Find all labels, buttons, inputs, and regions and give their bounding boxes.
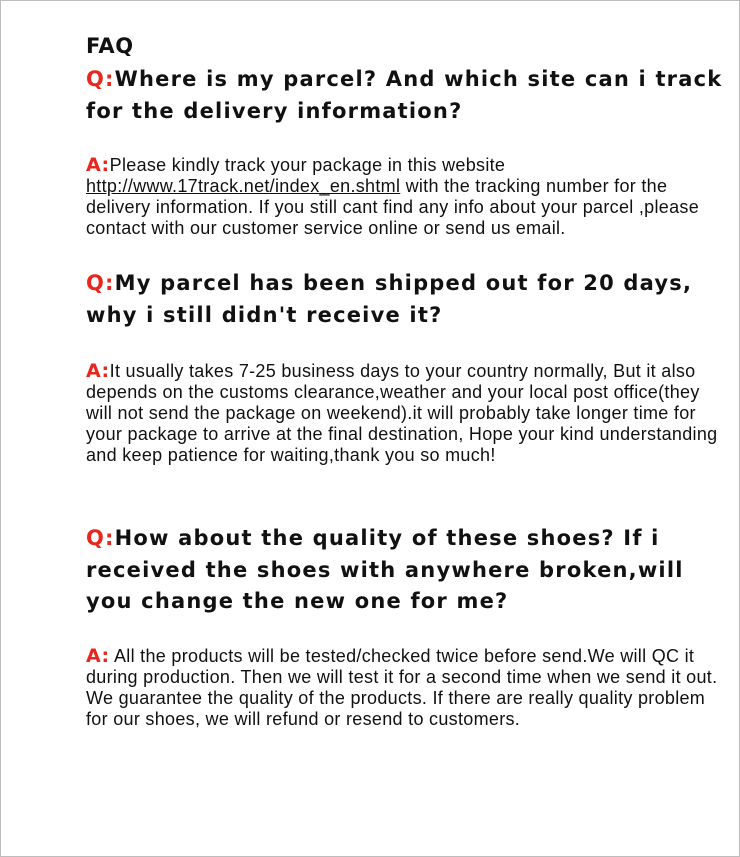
- question-3: [86, 523, 726, 618]
- answer-3: [86, 646, 726, 730]
- question-1: [86, 64, 726, 127]
- answer-1-prefix: A:: [86, 154, 110, 176]
- question-1-text: Where is my parcel? And which site can i track for the delivery information?: [86, 67, 723, 123]
- answer-1-text-after-link: with the tracking number for the delivery information. If you still cant find any info about your parcel ,please contact with our customer service online or send us email.: [86, 176, 700, 238]
- question-2: [86, 268, 726, 331]
- answer-2: [86, 361, 726, 466]
- tracking-link[interactable]: http://www.17track.net/index_en.shtml: [86, 176, 401, 196]
- answer-2-prefix: A:: [86, 360, 110, 382]
- question-2-text: My parcel has been shipped out for 20 days, why i still didn't receive it?: [86, 271, 693, 327]
- question-3-text: How about the quality of these shoes? If i received the shoes with anywhere broken,will you change the new one for me?: [86, 526, 684, 613]
- faq-title: FAQ: [86, 34, 134, 58]
- question-3-prefix: Q:: [86, 526, 115, 550]
- answer-1: [86, 155, 726, 239]
- faq-content: [86, 31, 726, 730]
- answer-3-text: All the products will be tested/checked twice before send.We will QC it during production. Then we will test it for a second time when we send it out. We guarantee the quality of the products. If there are really quality problem for our shoes, we will refund or resend to customers.: [86, 645, 718, 729]
- answer-2-text: It usually takes 7-25 business days to your country normally, But it also depends on the customs clearance,weather and your local post office(they will not send the package on weekend).it will probably take longer time for your package to arrive at the final destination, Hope your kind understanding and keep patience for waiting,thank you so much!: [86, 361, 718, 465]
- question-1-prefix: Q:: [86, 67, 115, 91]
- question-2-prefix: Q:: [86, 271, 115, 295]
- answer-1-text-before-link: Please kindly track your package in this website: [109, 155, 506, 175]
- answer-3-prefix: A:: [86, 644, 110, 667]
